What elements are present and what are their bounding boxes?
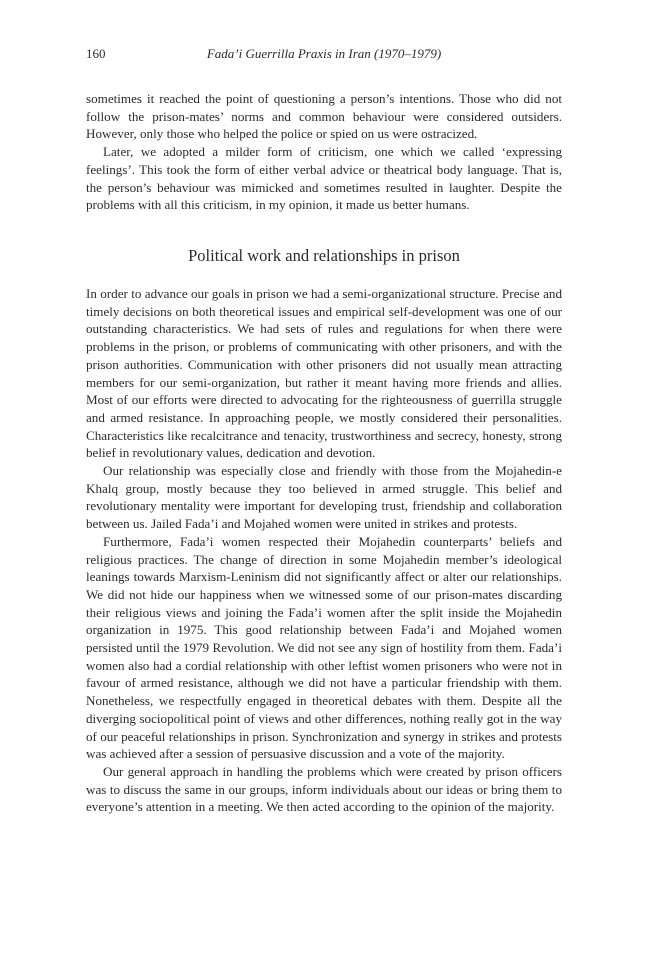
intro-text-block [86, 90, 562, 214]
paragraph: Our relationship was especially close and friendly with those from the Mojahedin-e Khalq group, mostly because they too believed in armed struggle. This belief and revolutionary mentality were important for developing trust, friendship and collaboration between us. Jailed Fada’i and Mojahed women were united in strikes and protests. [86, 463, 562, 532]
section-heading: Political work and relationships in prison [188, 246, 460, 265]
paragraph: In order to advance our goals in prison we had a semi-organizational structure. Precise and timely decisions on both theoretical issues and empirical self-development was one of our outstanding characteristics. We had sets of rules and regulations for when there were problems in the prison, or problems of communicating with other prisoners, and with the prison authorities. Communication with other prisoners did not usually mean attracting members for our semi-organization, but rather it meant having more friends and allies. Most of our efforts were directed to advocating for the righteousness of guerrilla struggle and armed resistance. In approaching people, we mostly considered their personalities. Characteristics like recalcitrance and tenacity, trustworthiness and secrecy, honesty, strong belief in revolutionary values, dedication and devotion. [86, 286, 562, 461]
paragraph: sometimes it reached the point of questioning a person’s intentions. Those who did not follow the prison-mates’ norms and common behaviour were considered outsiders. However, only those who helped the police or spied on us were ostracized. [86, 91, 562, 142]
running-title: Fada’i Guerrilla Praxis in Iran (1970–1979) [206, 46, 442, 61]
page-number: 160 [86, 46, 106, 61]
running-head [86, 46, 562, 64]
paragraph: Furthermore, Fada’i women respected their Mojahedin counterparts’ beliefs and religious practices. The change of direction in some Mojahedin member’s ideological leanings towards Marxism-Leninism did not significantly affect or alter our relationships. We did not hide our happiness when we witnessed some of our prison-mates discarding their religious views and joining the Fada’i women after the split inside the Mojahedin organization in 1975. This good relationship between Fada’i and Mojahed women persisted until the 1979 Revolution. We did not see any sign of hostility from them. Fada’i women also had a cordial relationship with other leftist women prisoners who were not in favour of armed resistance, although we did not have a particular friendship with them. Nonetheless, we respectfully engaged in theoretical debates with them. Despite all the diverging sociopolitical point of views and other differences, nothing really got in the way of our peaceful relationships in prison. Synchronization and synergy in strikes and protests was achieved after a session of persuasive discussion and a vote of the majority. [86, 533, 562, 762]
section-text-block [86, 285, 562, 816]
paragraph: Later, we adopted a milder form of criticism, one which we called ‘expressing feelings’. This took the form of either verbal advice or theatrical body language. That is, the person’s behaviour was mimicked and sometimes resulted in laughter. Despite the problems with all this criticism, in my opinion, it made us better humans. [86, 144, 562, 213]
paragraph: Our general approach in handling the problems which were created by prison officers was to discuss the same in our groups, inform individuals about our ideas or bring them to everyone’s attention in a meeting. We then acted according to the opinion of the majority. [86, 763, 562, 815]
